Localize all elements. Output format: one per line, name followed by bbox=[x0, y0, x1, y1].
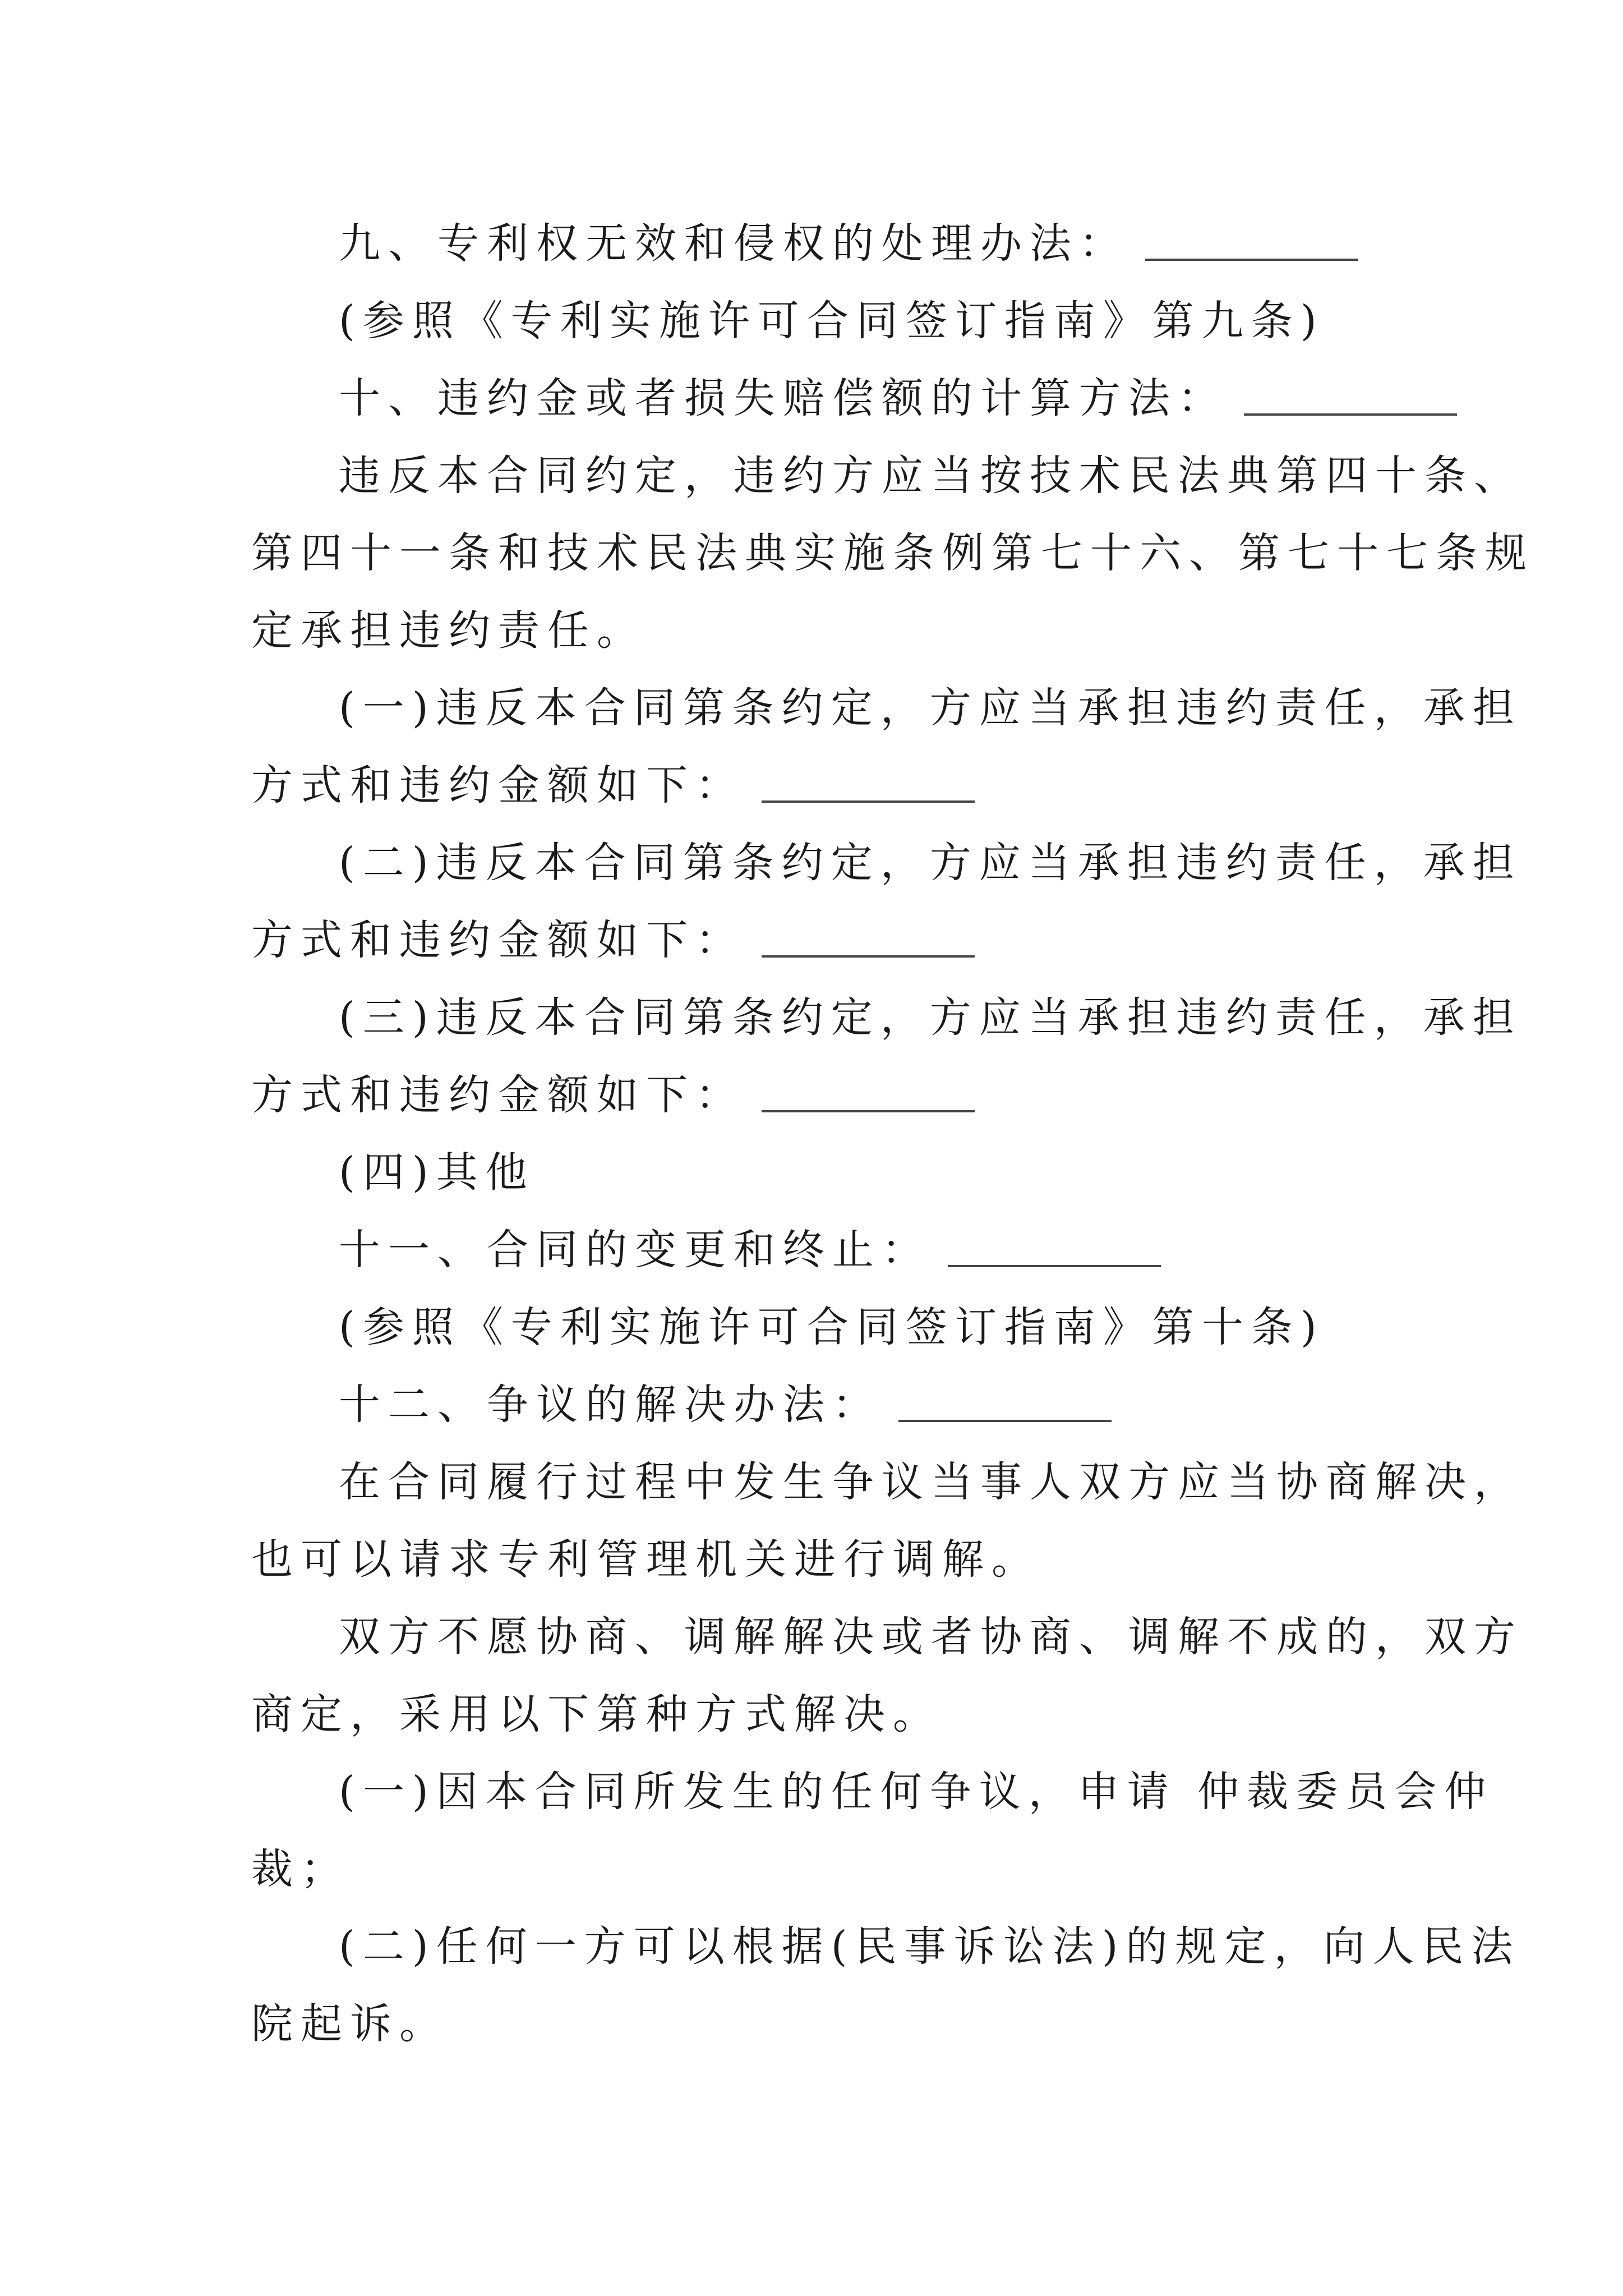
item-4-text: (四)其他 bbox=[339, 1148, 535, 1197]
paragraph-line bbox=[339, 1609, 1523, 1665]
option-1-line bbox=[339, 1764, 1493, 1820]
clause-10-text: 十、违约金或者损失赔偿额的计算方法： bbox=[339, 374, 1227, 422]
item-1-text: (一)违反本合同第条约定，方应当承担违约责任，承担 bbox=[339, 684, 1522, 732]
clause-12-text: 十二、争议的解决办法： bbox=[339, 1381, 882, 1429]
item-1-line bbox=[339, 680, 1522, 736]
option-1-text: (一)因本合同所发生的任何争议，申请 仲裁委员会仲 bbox=[339, 1768, 1494, 1816]
reference-text: (参照《专利实施许可合同签订指南》第九条) bbox=[339, 297, 1325, 345]
option-2-line bbox=[339, 1918, 1520, 1975]
fill-blank bbox=[762, 800, 975, 803]
paragraph-text: 违反本合同约定，违约方应当按技术民法典第四十条、 bbox=[339, 452, 1523, 500]
item-2-line bbox=[339, 835, 1522, 891]
paragraph-text: 商定，采用以下第种方式解决。 bbox=[251, 1690, 942, 1738]
paragraph-line bbox=[339, 448, 1523, 504]
item-2-continuation-text: 方式和违约金额如下： bbox=[251, 916, 745, 964]
fill-blank bbox=[762, 1110, 975, 1112]
item-3-continuation-text: 方式和违约金额如下： bbox=[251, 1071, 745, 1119]
item-1-continuation bbox=[251, 757, 975, 813]
paragraph-text: 双方不愿协商、调解解决或者协商、调解不成的，双方 bbox=[339, 1613, 1523, 1661]
clause-11-reference bbox=[339, 1299, 1325, 1355]
clause-12-line bbox=[339, 1377, 1112, 1433]
item-3-line bbox=[339, 990, 1522, 1046]
fill-blank bbox=[898, 1420, 1112, 1422]
fill-blank bbox=[948, 1265, 1161, 1267]
clause-9-reference bbox=[339, 293, 1325, 349]
clause-11-text: 十一、合同的变更和终止： bbox=[339, 1226, 931, 1274]
clause-11-line bbox=[339, 1222, 1161, 1278]
option-1-continuation-text: 裁； bbox=[251, 1845, 350, 1893]
item-3-text: (三)违反本合同第条约定，方应当承担违约责任，承担 bbox=[339, 993, 1522, 1042]
option-1-continuation bbox=[251, 1841, 350, 1897]
paragraph-text: 也可以请求专利管理机关进行调解。 bbox=[251, 1535, 1041, 1584]
paragraph-text: 第四十一条和技术民法典实施条例第七十六、第七十七条规 bbox=[251, 529, 1534, 577]
clause-10-line bbox=[339, 370, 1457, 426]
paragraph-line bbox=[251, 1686, 942, 1742]
item-2-text: (二)违反本合同第条约定，方应当承担违约责任，承担 bbox=[339, 839, 1522, 887]
item-4-line bbox=[339, 1144, 535, 1200]
paragraph-line bbox=[251, 602, 646, 659]
item-3-continuation bbox=[251, 1067, 975, 1123]
paragraph-line bbox=[251, 1531, 1041, 1588]
option-2-continuation bbox=[251, 1996, 449, 2052]
paragraph-line bbox=[251, 525, 1534, 581]
item-2-continuation bbox=[251, 912, 975, 968]
fill-blank bbox=[1244, 413, 1457, 416]
item-1-continuation-text: 方式和违约金额如下： bbox=[251, 761, 745, 809]
paragraph-text: 定承担违约责任。 bbox=[251, 606, 646, 655]
paragraph-text: 在合同履行过程中发生争议当事人双方应当协商解决， bbox=[339, 1458, 1523, 1506]
reference-text: (参照《专利实施许可合同签订指南》第十条) bbox=[339, 1303, 1325, 1351]
option-2-text: (二)任何一方可以根据(民事诉讼法)的规定，向人民法 bbox=[339, 1922, 1521, 1971]
fill-blank bbox=[762, 955, 975, 958]
clause-9-text: 九、专利权无效和侵权的处理办法： bbox=[339, 219, 1128, 268]
paragraph-line bbox=[339, 1454, 1523, 1510]
clause-9-line bbox=[339, 215, 1358, 272]
fill-blank bbox=[1145, 259, 1358, 261]
option-2-continuation-text: 院起诉。 bbox=[251, 2000, 449, 2048]
